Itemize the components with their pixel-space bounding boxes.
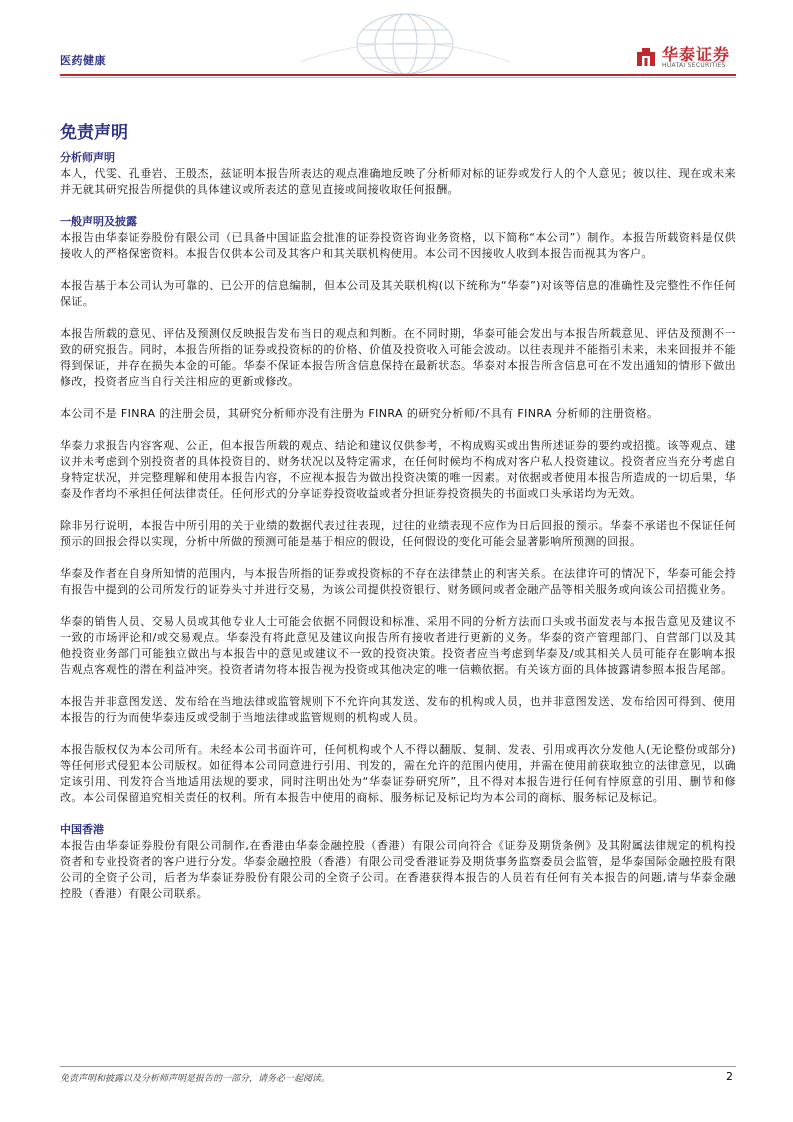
- general-paragraph: 本报告由华泰证券股份有限公司（已具备中国证监会批准的证券投资咨询业务资格，以下简称“本公司”）制作。本报告所载资料是仅供接收人的严格保密资料。本报告仅供本公司及其客户和其关联机构使用。本公司不因接收人收到本报告而视其为客户。: [60, 231, 736, 260]
- general-paragraph: 华泰力求报告内容客观、公正，但本报告所载的观点、结论和建议仅供参考，不构成购买或出售所述证券的要约或招揽。该等观点、建议并未考虑到个别投资者的具体投资目的、财务状况以及特定需求，在任何时候均不构成对客户私人投资建议。投资者应当充分考虑自身特定状况，并完整理解和使用本报告内容，不应视本报告为做出投资决策的唯一因素。对依据或者使用本报告所造成的一切后果，华泰及作者均不承担任何法律责任。任何形式的分享证券投资收益或者分担证券投资损失的书面或口头承诺均为无效。: [60, 439, 736, 500]
- logo-text: 华泰证券: [662, 45, 731, 64]
- general-paragraph: 华泰的销售人员、交易人员或其他专业人士可能会依据不同假设和标准、采用不同的分析方法而口头或书面发表与本报告意见及建议不一致的市场评论和/或交易观点。华泰没有将此意见及建议向报告所有接收者进行更新的义务。华泰的资产管理部门、自营部门以及其他投资业务部门可能独立做出与本报告中的意见或建议不一致的投资决策。投资者应当考虑到华泰及/或其相关人员可能存在影响本报告观点客观性的潜在利益冲突。投资者请勿将本报告视为投资或其他决定的唯一信赖依据。有关该方面的具体披露请参照本报告尾部。: [60, 615, 736, 676]
- header-category: 医药健康: [60, 54, 106, 67]
- section-title-general: 一般声明及披露: [60, 215, 137, 228]
- disclaimer-body: [60, 150, 736, 918]
- analyst-statement: 本人，代雯、孔垂岩、王殷杰，兹证明本报告所表达的观点准确地反映了分析师对标的证券或发行人的个人意见；彼以往、现在或未来并无就其研究报告所提供的具体建议或所表迖的意见直接或间接收取任何报酬。: [60, 167, 736, 196]
- header-divider-red: [60, 74, 736, 76]
- globe-watermark-icon: [290, 4, 520, 76]
- hongkong-paragraph: 本报告由华泰证券股份有限公司制作,在香港由华泰金融控股（香港）有限公司向符合《证券及期货条例》及其附属法律规定的机构投资者和专业投资者的客户进行分发。华泰金融控股（香港）有限公司受香港证券及期货事务监察委员会监管，是华泰国际金融控股有限公司的全资子公司，后者为华泰证券股份有限公司的全资子公司。在香港获得本报告的人员若有任何有关本报告的问题,请与华泰金融控股（香港）有限公司联系。: [60, 839, 736, 900]
- page-header: [0, 0, 793, 82]
- header-divider-gray: [60, 77, 736, 78]
- general-paragraph: 本报告版权仅为本公司所有。未经本公司书面许可，任何机构或个人不得以翻版、复制、发表、引用或再次分发他人(无论整份或部分)等任何形式侵犯本公司版权。如征得本公司同意进行引用、刊发的，需在允许的范围内使用，并需在使用前获取独立的法律意见，以确定该引用、刊发符合当地适用法规的要求，同时注明出处为“华泰证券研究所”，且不得对本报告进行任何有悖原意的引用、删节和修改。本公司保留追究相关责任的权利。所有本报告中使用的商标、服务标记及标记均为本公司的商标、服务标记及标记。: [60, 743, 736, 804]
- general-paragraph: 除非另行说明，本报告中所引用的关于业绩的数据代表过往表现，过往的业绩表现不应作为日后回报的预示。华泰不承诺也不保证任何预示的回报会得以实现，分析中所做的预测可能是基于相应的假设，任何假设的变化可能会显著影响所预测的回报。: [60, 519, 736, 548]
- general-paragraph: 本报告所载的意见、评估及预测仅反映报告发布当日的观点和判断。在不同时期，华泰可能会发出与本报告所载意见、评估及预测不一致的研究报告。同时，本报告所指的证券或投资标的的价格、价值及投资收入可能会波动。以往表现并不能指引未来，未来回报并不能得到保证，并存在损失本金的可能。华泰不保证本报告所含信息保持在最新状态。华泰对本报告所含信息可在不发出通知的情形下做出修改，投资者应当自行关注相应的更新或修改。: [60, 327, 736, 388]
- huatai-logo: [633, 42, 738, 72]
- logo-subtext: HUATAI SECURITIES: [662, 62, 726, 69]
- section-title-hongkong: 中国香港: [60, 823, 104, 836]
- general-paragraph: 本报告基于本公司认为可靠的、已公开的信息编制，但本公司及其关联机构(以下统称为“华泰”)对该等信息的准确性及完整性不作任何保证。: [60, 279, 736, 308]
- footer-note: 免责声明和披露以及分析师声明是报告的一部分，请务必一起阅读。: [60, 1074, 331, 1084]
- general-paragraph: 本公司不是 FINRA 的注册会员，其研究分析师亦没有注册为 FINRA 的研究分析师/不具有 FINRA 分析师的注册资格。: [60, 407, 659, 420]
- general-paragraph: 华泰及作者在自身所知情的范围内，与本报告所指的证券或投资标的不存在法律禁止的利害关系。在法律许可的情况下，华泰可能会持有报告中提到的公司所发行的证券头寸并进行交易，为该公司提供投资银行、财务顾问或者金融产品等相关服务或向该公司招揽业务。: [60, 567, 736, 596]
- section-title-analyst: 分析师声明: [60, 151, 115, 164]
- page-number: 2: [726, 1070, 733, 1083]
- huatai-logo-icon: [633, 44, 659, 70]
- page-title: 免责声明: [60, 123, 128, 143]
- footer-divider: [60, 1066, 736, 1067]
- general-paragraph: 本报告并非意图发送、发布给在当地法律或监管规则下不允许向其发送、发布的机构或人员，也并非意图发送、发布给因可得到、使用本报告的行为而使华泰违反或受制于当地法律或监管规则的机构或人员。: [60, 695, 736, 724]
